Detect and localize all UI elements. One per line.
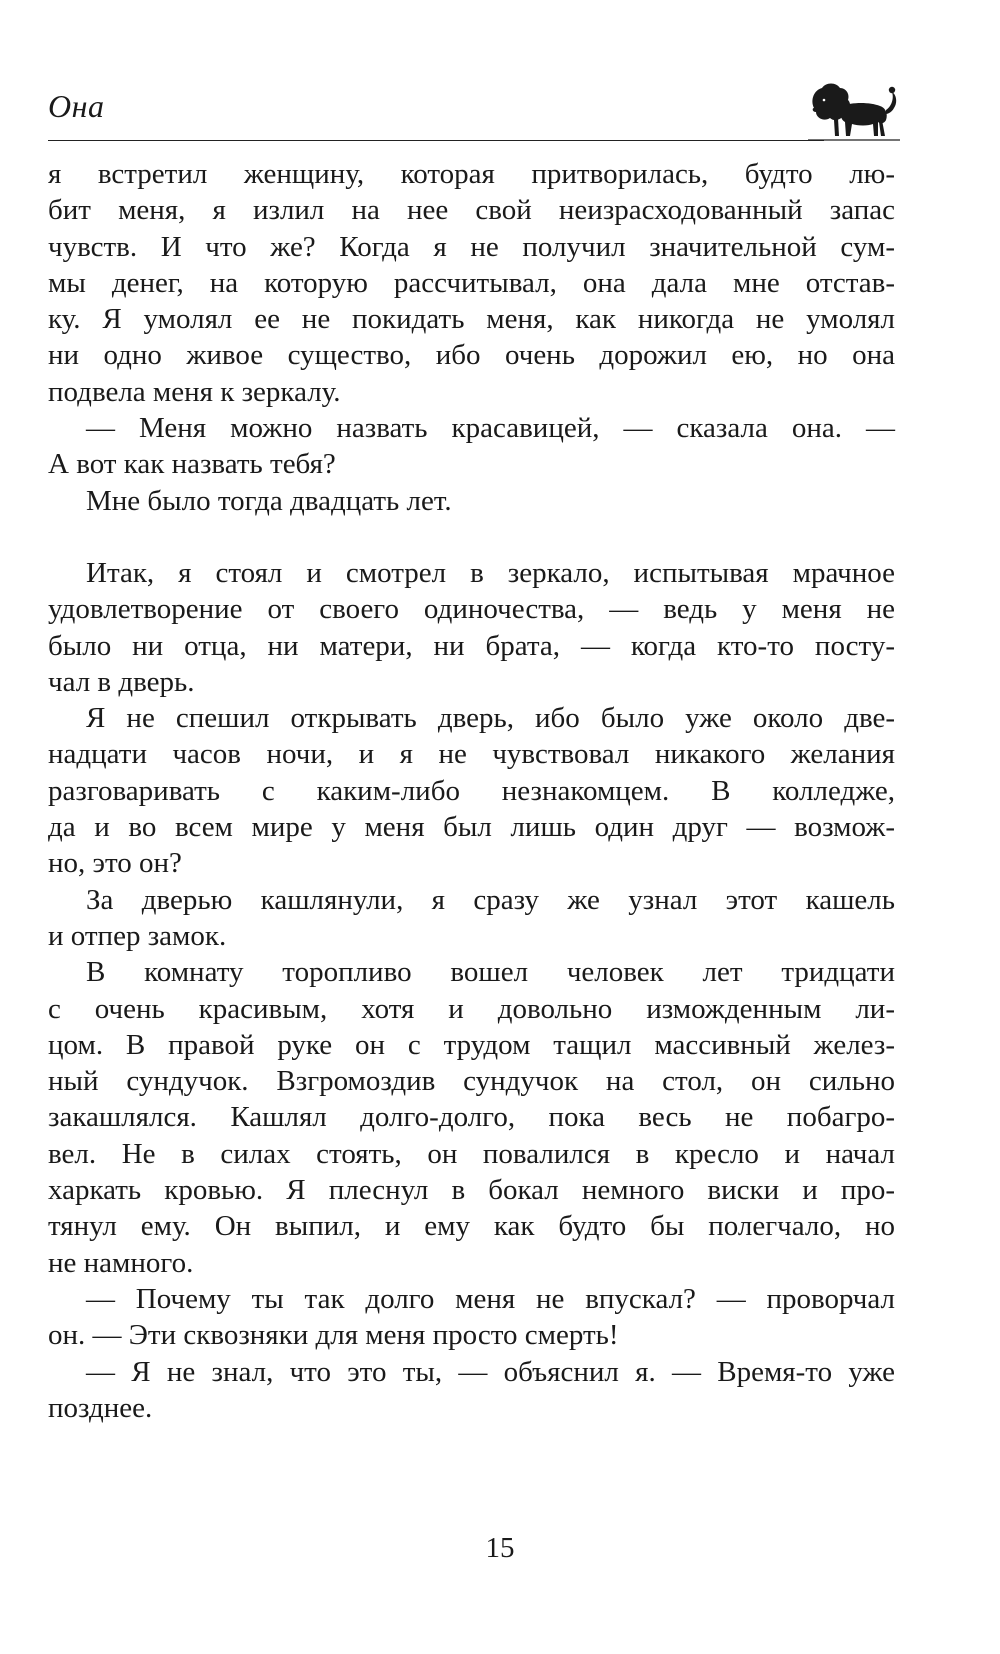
text-line: он. — Эти сквозняки для меня просто смерть!: [48, 1319, 619, 1352]
paragraph: [48, 1281, 895, 1354]
text-line: с очень красивым, хотя и довольно изможденным ли-: [48, 992, 895, 1025]
text-line: надцати часов ночи, и я не чувствовал никакого желания: [48, 738, 895, 771]
text-line: цом. В правой руке он с трудом тащил массивный желез-: [48, 1028, 895, 1061]
section-break: [48, 519, 895, 555]
text-line: бит меня, я излил на нее свой неизрасходованный запас: [48, 194, 895, 227]
text-line: закашлялся. Кашлял долго-долго, пока весь не побагро-: [48, 1101, 895, 1134]
text-line: В комнату торопливо вошел человек лет тридцати: [86, 956, 895, 989]
running-header-title: Она: [48, 88, 105, 124]
text-line: вел. Не в силах стоять, он повалился в кресло и начал: [48, 1137, 895, 1170]
paragraph: [48, 954, 895, 1281]
text-line: не намного.: [48, 1246, 194, 1279]
text-line: За дверью кашлянули, я сразу же узнал этот кашель: [86, 883, 895, 916]
text-line: тянул ему. Он выпил, и ему как будто бы полегчало, но: [48, 1210, 895, 1243]
paragraph: [48, 410, 895, 483]
running-header: [48, 78, 898, 148]
text-line: — Почему ты так долго меня не впускал? — проворчал: [86, 1282, 895, 1315]
page-number: 15: [485, 1532, 515, 1564]
text-line: было ни отца, ни матери, ни брата, — когда кто-то посту-: [48, 629, 895, 662]
text-line: мы денег, на которую рассчитывал, она дала мне отстав-: [48, 266, 895, 299]
text-line: чал в дверь.: [48, 665, 195, 698]
paragraph: [48, 555, 895, 700]
text-line: ный сундучок. Взгромоздив сундучок на стол, он сильно: [48, 1065, 895, 1098]
text-line: — Я не знал, что это ты, — объяснил я. — Время-то уже: [86, 1355, 895, 1388]
paragraph: [48, 156, 895, 410]
text-line: удовлетворение от своего одиночества, — ведь у меня не: [48, 593, 895, 626]
text-line: Мне было тогда двадцать лет.: [86, 484, 452, 517]
paragraph: [48, 882, 895, 955]
paragraph: [48, 1354, 895, 1427]
text-line: ни одно живое существо, ибо очень дорожил ею, но она: [48, 339, 895, 372]
body-text: [48, 156, 895, 1426]
text-line: разговаривать с каким-либо незнакомцем. В колледже,: [48, 774, 895, 807]
paragraph: [48, 483, 895, 519]
paragraph: [48, 700, 895, 881]
lion-icon: [808, 78, 900, 146]
text-line: позднее.: [48, 1391, 153, 1424]
text-line: чувств. И что же? Когда я не получил значительной сум-: [48, 230, 895, 263]
text-line: ку. Я умолял ее не покидать меня, как никогда не умолял: [48, 303, 895, 336]
text-line: А вот как назвать тебя?: [48, 448, 336, 481]
header-rule: [48, 140, 824, 141]
text-line: и отпер замок.: [48, 919, 227, 952]
text-line: харкать кровью. Я плеснул в бокал немного виски и про-: [48, 1174, 895, 1207]
text-line: Итак, я стоял и смотрел в зеркало, испытывая мрачное: [86, 556, 895, 589]
text-line: я встретил женщину, которая притворилась, будто лю-: [48, 158, 895, 190]
text-line: Я не спешил открывать дверь, ибо было уже около две-: [86, 702, 895, 735]
text-line: — Меня можно назвать красавицей, — сказала она. —: [86, 412, 895, 445]
text-line: подвела меня к зеркалу.: [48, 375, 341, 408]
text-line: да и во всем мире у меня был лишь один друг — возмож-: [48, 811, 895, 844]
text-line: но, это он?: [48, 847, 182, 880]
